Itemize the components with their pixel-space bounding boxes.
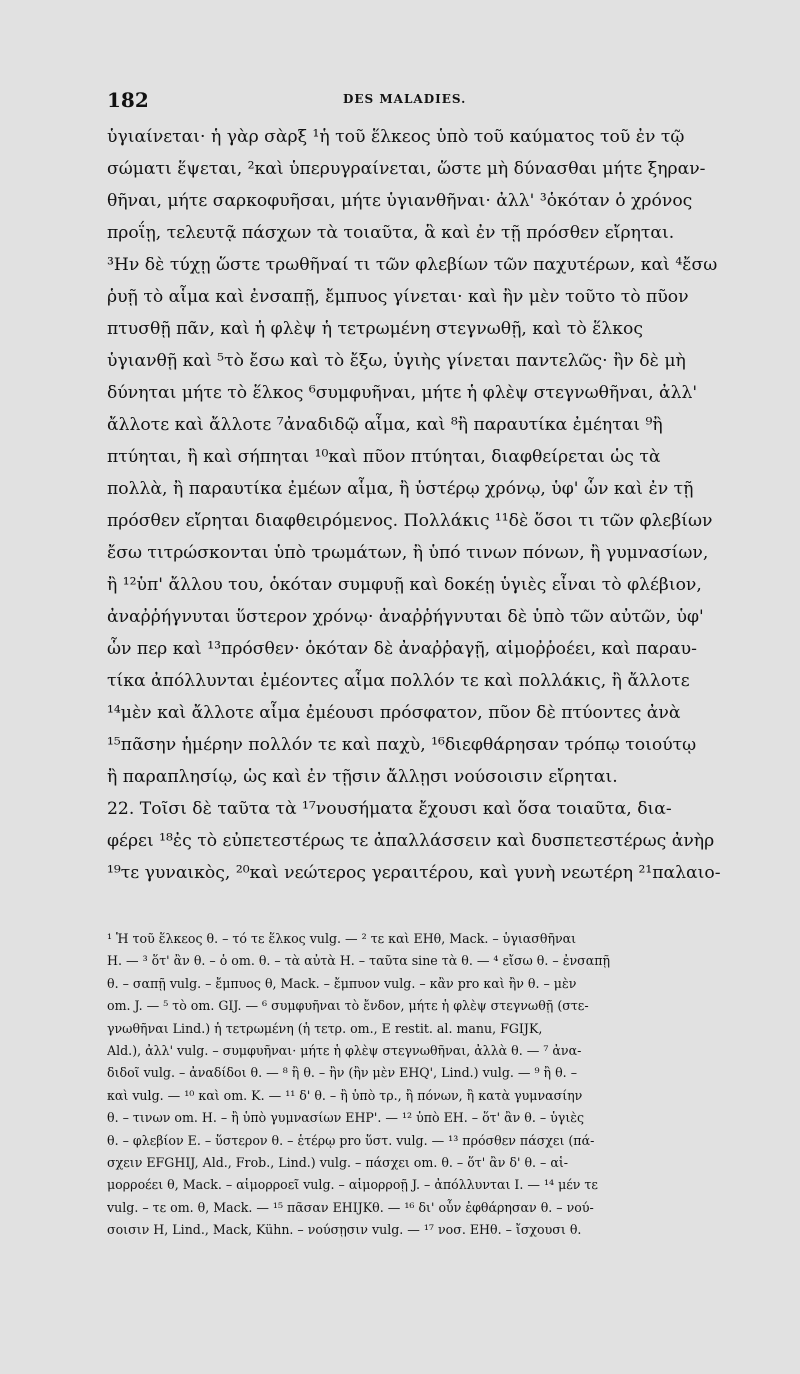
page-number: 182 xyxy=(107,88,149,112)
text-line: ῥυῇ τὸ αἷμα καὶ ἐνσαπῇ, ἔμπυος γίνεται· καὶ ἢν μὲν τοῦτο τὸ πῦον xyxy=(107,287,689,307)
text-line: ¹⁵πᾶσην ἡμέρην πολλόν τε καὶ παχὺ, ¹⁶διεφθάρησαν τρόπῳ τοιούτῳ xyxy=(107,735,697,755)
page-header xyxy=(107,88,740,112)
text-line: δύνηται μήτε τὸ ἕλκος ⁶συμφυῆναι, μήτε ἡ φλὲψ στεγνωθῆναι, ἀλλ' xyxy=(107,383,698,403)
text-line: πρόσθεν εἴρηται διαφθειρόμενος. Πολλάκις ¹¹δὲ ὅσοι τι τῶν φλεβίων xyxy=(107,511,713,531)
text-line: ³Ην δὲ τύχῃ ὥστε τρωθῆναί τι τῶν φλεβίων τῶν παχυτέρων, καὶ ⁴ἔσω xyxy=(107,255,718,275)
text-line: θῆναι, μήτε σαρκοφυῆσαι, μήτε ὑγιανθῆναι· ἀλλ' ³ὁκόταν ὁ χρόνος xyxy=(107,191,693,211)
text-line: σώματι ἕψεται, ²καὶ ὑπερυγραίνεται, ὥστε μὴ δύνασθαι μήτε ξηραν- xyxy=(107,159,706,179)
footnote-line: διδοῖ vulg. – ἀναδίδοι θ. — ⁸ ἢ θ. – ἢν (ἢν μὲν EHQ', Lind.) vulg. — ⁹ ἢ θ. – xyxy=(107,1065,577,1081)
footnote-line: θ. – φλεβίον E. – ὕστερον θ. – ἑτέρῳ pro ὕστ. vulg. — ¹³ πρόσθεν πάσχει (πά- xyxy=(107,1132,595,1148)
footnote-line: vulg. – τε om. θ, Mack. — ¹⁵ πᾶσαν EHIJKθ. — ¹⁶ δι' οὖν ἐφθάρησαν θ. – νού- xyxy=(107,1199,594,1215)
footnote-line: σχειν EFGHIJ, Ald., Frob., Lind.) vulg. – πάσχει om. θ. – ὅτ' ἂν δ' θ. – αἱ- xyxy=(107,1154,569,1170)
footnote-line: ¹ Ἡ τοῦ ἕλκεος θ. – τό τε ἕλκος vulg. — ² τε καὶ ΕΗθ, Mack. – ὑγιασθῆναι xyxy=(107,931,577,946)
text-line: 22. Τοῖσι δὲ ταῦτα τὰ ¹⁷νουσήματα ἔχουσι καὶ ὅσα τοιαῦτα, δια- xyxy=(107,799,672,819)
footnotes xyxy=(107,928,735,1241)
text-line: ἔσω τιτρώσκονται ὑπὸ τρωμάτων, ἢ ὑπό τινων πόνων, ἢ γυμνασίων, xyxy=(107,543,709,563)
text-line: ἀναῤῥήγνυται ὕστερον χρόνῳ· ἀναῤῥήγνυται δὲ ὑπὸ τῶν αὐτῶν, ὑφ' xyxy=(107,607,704,627)
footnote-line: μορροέει θ, Mack. – αἱμορροεῖ vulg. – αἱμορροῇ J. – ἀπόλλυνται I. — ¹⁴ μέν τε xyxy=(107,1177,598,1193)
text-line: ¹⁹τε γυναικὸς, ²⁰καὶ νεώτερος γεραιτέρου, καὶ γυνὴ νεωτέρη ²¹παλαιο- xyxy=(107,863,721,883)
text-line: ἢ ¹²ὑπ' ἄλλου του, ὁκόταν συμφυῇ καὶ δοκέῃ ὑγιὲς εἶναι τὸ φλέβιον, xyxy=(107,575,702,595)
text-line: ἢ παραπλησίῳ, ὡς καὶ ἐν τῇσιν ἄλλῃσι νούσοισιν εἴρηται. xyxy=(107,767,618,787)
text-line: προΐῃ, τελευτᾷ πάσχων τὰ τοιαῦτα, ἃ καὶ ἐν τῇ πρόσθεν εἴρηται. xyxy=(107,223,675,243)
main-text xyxy=(107,121,735,889)
text-line: ¹⁴μὲν καὶ ἄλλοτε αἷμα ἐμέουσι πρόσφατον, πῦον δὲ πτύοντες ἀνὰ xyxy=(107,703,681,723)
footnote-line: θ. – τινων om. H. – ἢ ὑπὸ γυμνασίων EHP'. — ¹² ὑπὸ EH. – ὅτ' ἂν θ. – ὑγιὲς xyxy=(107,1110,585,1126)
text-line: φέρει ¹⁸ἐς τὸ εὐπετεστέρως τε ἀπαλλάσσειν καὶ δυσπετεστέρως ἀνὴρ xyxy=(107,831,715,851)
footnote-line: H. — ³ ὅτ' ἂν θ. – ὁ om. θ. – τὰ αὐτὰ H. – ταῦτα sine τὰ θ. — ⁴ εἴσω θ. – ἐνσαπῇ xyxy=(107,953,611,969)
footnote-line: om. J. — ⁵ τὸ om. GIJ. — ⁶ συμφυῆναι τὸ ἔνδον, μήτε ἡ φλὲψ στεγνωθῇ (στε- xyxy=(107,998,589,1014)
text-line: ὑγιανθῇ καὶ ⁵τὸ ἔσω καὶ τὸ ἔξω, ὑγιὴς γίνεται παντελῶς· ἢν δὲ μὴ xyxy=(107,351,686,371)
text-line: πολλὰ, ἢ παραυτίκα ἐμέων αἷμα, ἢ ὑστέρῳ χρόνῳ, ὑφ' ὧν καὶ ἐν τῇ xyxy=(107,479,694,499)
text-line: τίκα ἀπόλλυνται ἐμέοντες αἷμα πολλόν τε καὶ πολλάκις, ἢ ἄλλοτε xyxy=(107,671,690,691)
text-line: ἄλλοτε καὶ ἄλλοτε ⁷ἀναδιδῷ αἷμα, καὶ ⁸ἢ παραυτίκα ἐμέηται ⁹ἢ xyxy=(107,415,663,435)
text-line: πτύηται, ἢ καὶ σήπηται ¹⁰καὶ πῦον πτύηται, διαφθείρεται ὡς τὰ xyxy=(107,447,661,467)
running-title: DES MALADIES. xyxy=(343,92,467,106)
text-line: ὑγιαίνεται· ἡ γὰρ σὰρξ ¹ἡ τοῦ ἕλκεος ὑπὸ τοῦ καύματος τοῦ ἐν τῷ xyxy=(107,127,685,147)
text-line: πτυσθῇ πᾶν, καὶ ἡ φλὲψ ἡ τετρωμένη στεγνωθῇ, καὶ τὸ ἕλκος xyxy=(107,319,644,339)
footnote-line: καὶ vulg. — ¹⁰ καὶ om. K. — ¹¹ δ' θ. – ἢ ὑπὸ τρ., ἢ πόνων, ἢ κατὰ γυμνασίην xyxy=(107,1087,583,1103)
footnote-line: γνωθῆναι Lind.) ἡ τετρωμένη (ἡ τετρ. om., E restit. al. manu, FGIJK, xyxy=(107,1020,543,1036)
footnote-line: Ald.), ἀλλ' vulg. – συμφυῆναι· μήτε ἡ φλὲψ στεγνωθῆναι, ἀλλὰ θ. — ⁷ ἀνα- xyxy=(107,1042,582,1058)
footnote-line: θ. – σαπῇ vulg. – ἔμπυος θ, Mack. – ἔμπυον vulg. – κἂν pro καὶ ἢν θ. – μὲν xyxy=(107,975,577,991)
text-line: ὧν περ καὶ ¹³πρόσθεν· ὁκόταν δὲ ἀναῤῥαγῇ, αἱμοῤῥοέει, καὶ παραυ- xyxy=(107,639,697,659)
footnote-line: σοισιν H, Lind., Mack, Kühn. – νούσῃσιν vulg. — ¹⁷ νοσ. EHθ. – ἴσχουσι θ. xyxy=(107,1222,582,1238)
